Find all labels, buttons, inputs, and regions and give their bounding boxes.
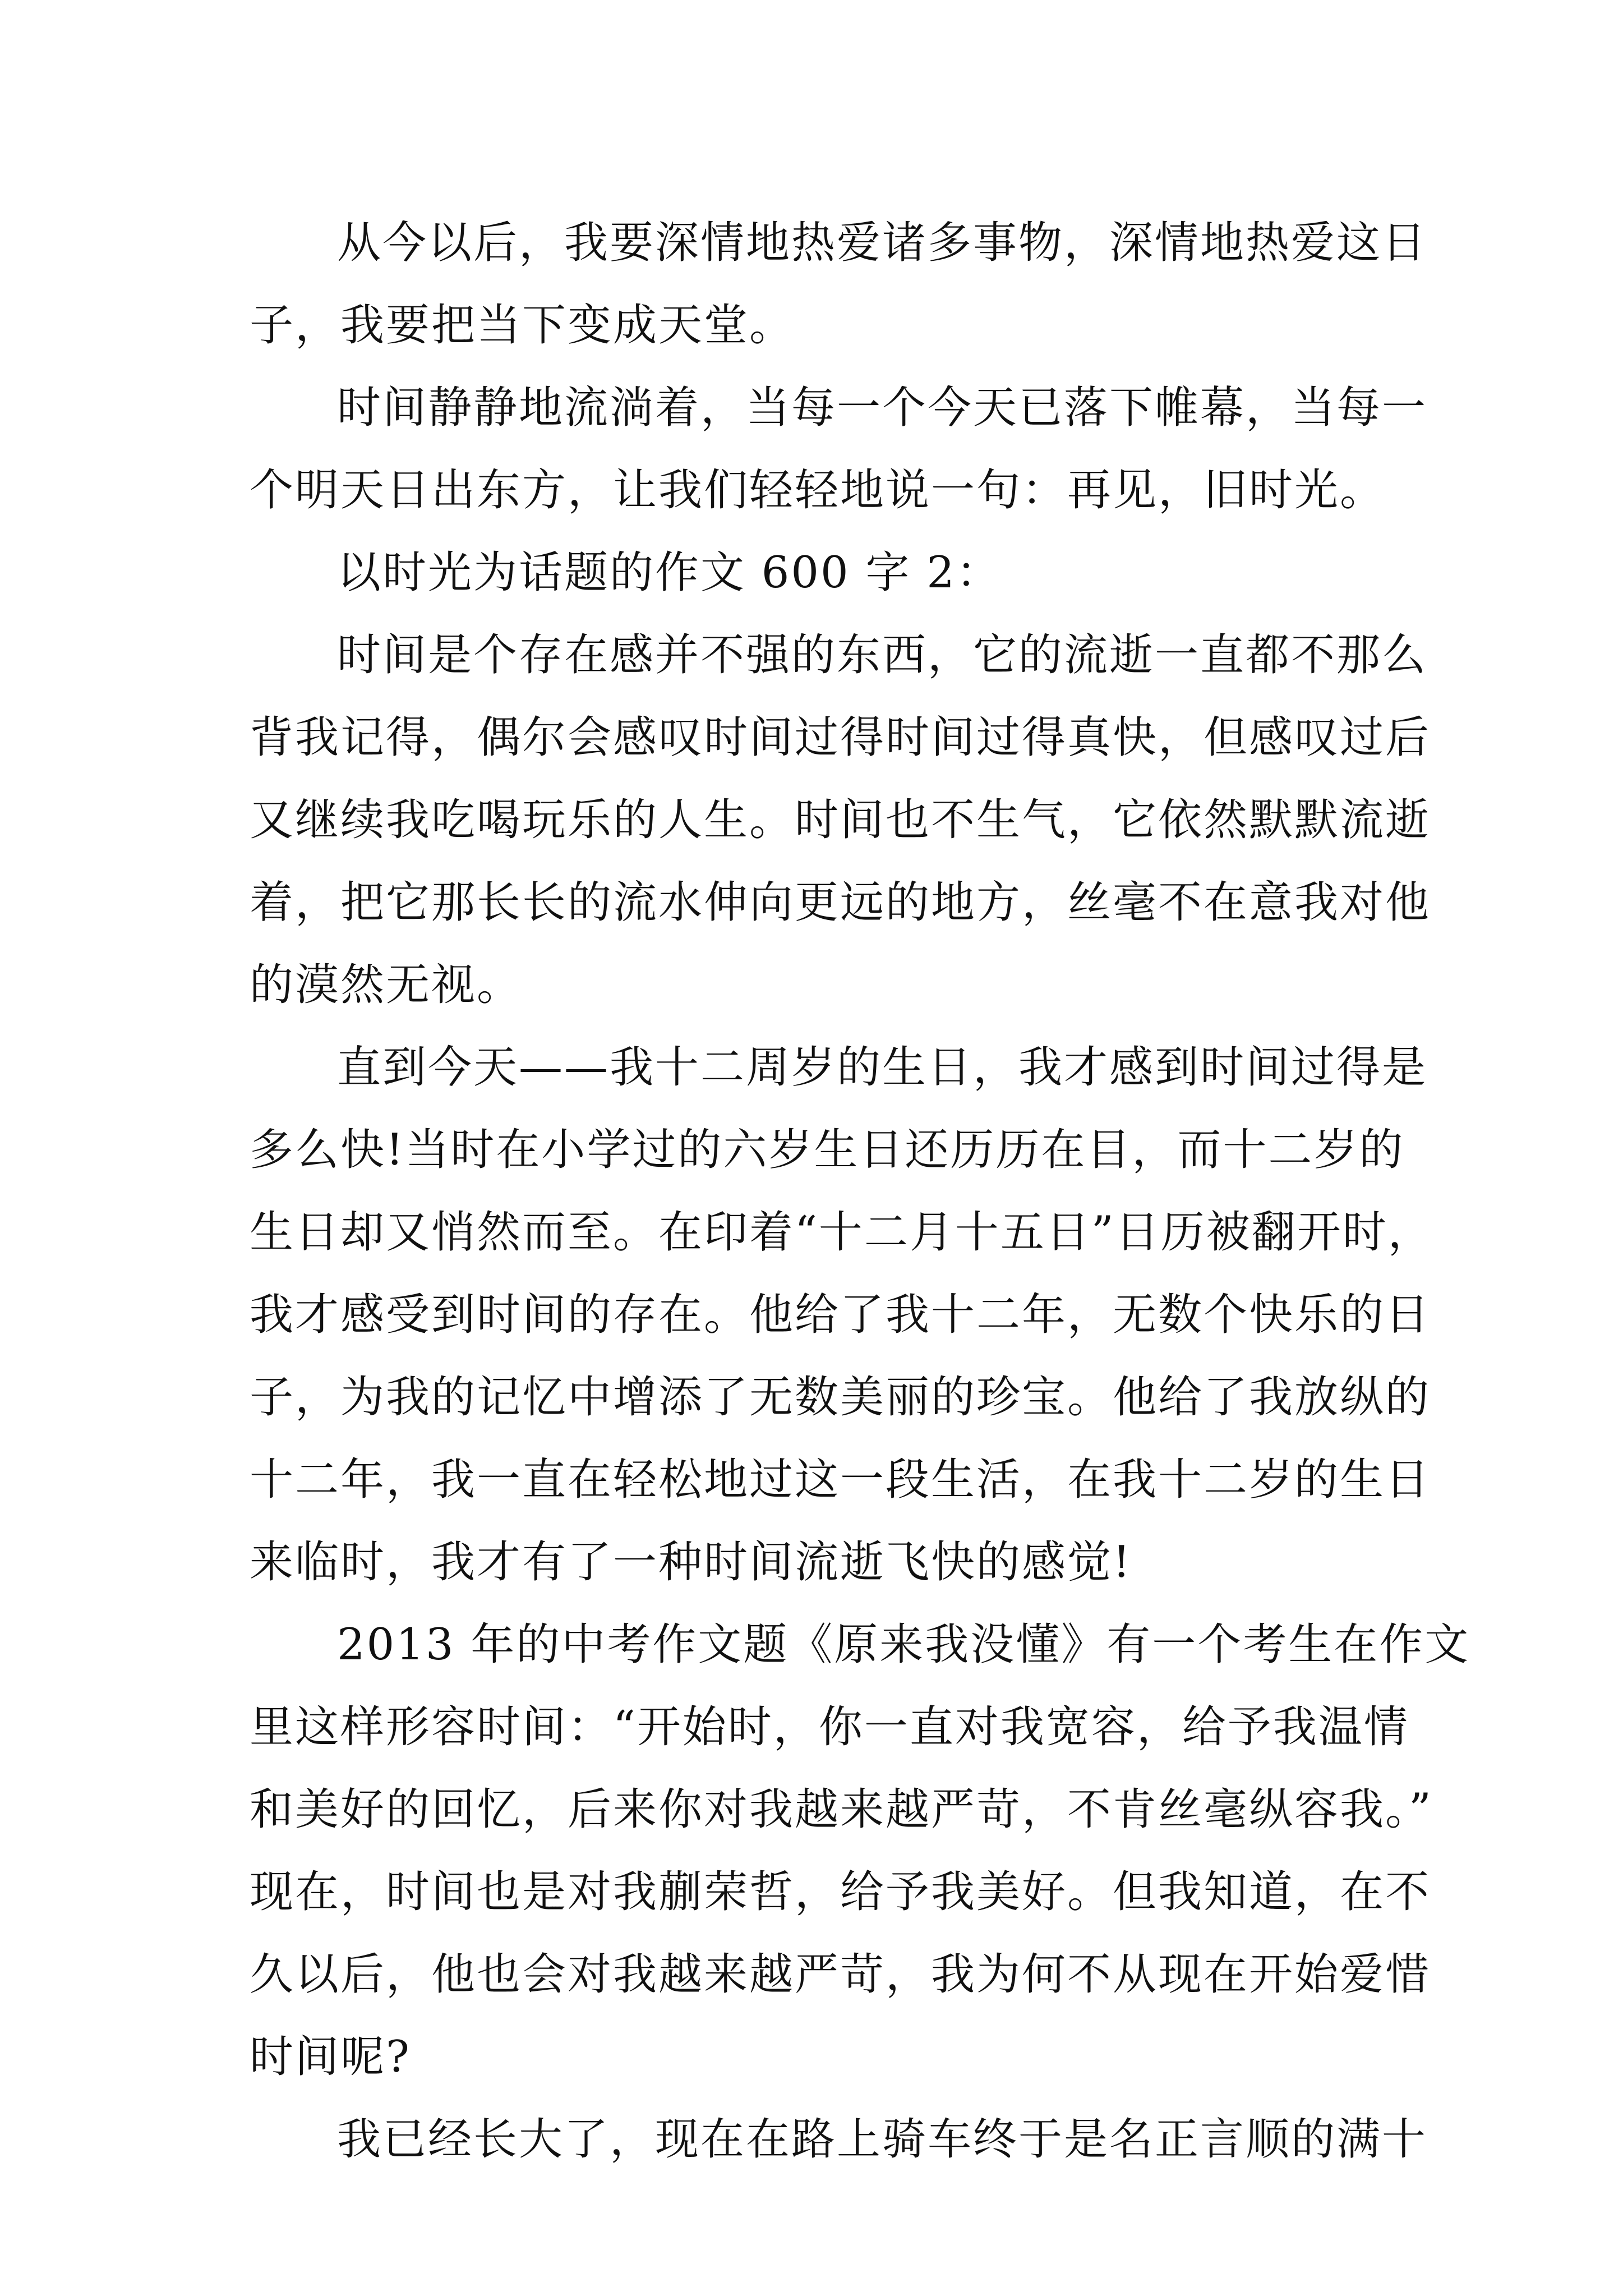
text-line: 久以后，他也会对我越来越严苛，我为何不从现在开始爱惜: [250, 1949, 1431, 2000]
text-line: 现在，时间也是对我蒯荣哲，给予我美好。但我知道，在不: [250, 1867, 1431, 1917]
paragraph: [250, 1027, 1433, 1604]
text-line: 多么快!当时在小学过的六岁生日还历历在目，而十二岁的: [250, 1125, 1405, 1175]
paragraph: [250, 1604, 1470, 2099]
text-line: 时间是个存在感并不强的东西，它的流逝一直都不那么: [337, 630, 1428, 680]
text-line: 直到今天——我十二周岁的生日，我才感到时间过得是: [337, 1042, 1428, 1093]
text-line: 又继续我吃喝玩乐的人生。时间也不生气，它依然默默流逝: [250, 795, 1431, 845]
text-line: 个明天日出东方，让我们轻轻地说一句：再见，旧时光。: [250, 465, 1386, 516]
text-line: 着，把它那长长的流水伸向更远的地方，丝毫不在意我对他: [250, 877, 1431, 928]
text-line: 我已经长大了，现在在路上骑车终于是名正言顺的满十: [337, 2114, 1428, 2165]
text-line: 从今以后，我要深情地热爱诸多事物，深情地热爱这日: [337, 218, 1428, 268]
text-line: 我才感受到时间的存在。他给了我十二年，无数个快乐的日: [250, 1290, 1431, 1340]
text-line: 和美好的回忆，后来你对我越来越严苛，不肯丝毫纵容我。”: [250, 1784, 1433, 1835]
text-line: 2013 年的中考作文题《原来我没懂》有一个考生在作文: [337, 1619, 1470, 1670]
text-line: 子，为我的记忆中增添了无数美丽的珍宝。他给了我放纵的: [250, 1372, 1431, 1423]
document-body: [250, 202, 1470, 2181]
paragraph: [250, 2099, 1428, 2181]
text-line: 背我记得，偶尔会感叹时间过得时间过得真快，但感叹过后: [250, 712, 1431, 763]
text-line: 十二年，我一直在轻松地过这一段生活，在我十二岁的生日: [250, 1455, 1431, 1505]
text-line: 的漠然无视。: [250, 960, 523, 1010]
text-line: 生日却又悄然而至。在印着“十二月十五日”日历被翻开时，: [250, 1207, 1433, 1258]
paragraph: [250, 367, 1428, 532]
paragraph-heading: [250, 532, 1394, 614]
paragraph: [250, 202, 1428, 367]
text-line: 时间呢?: [250, 2032, 411, 2082]
text-line: 以时光为话题的作文 600 字 2：: [337, 547, 1002, 598]
text-line: 子，我要把当下变成天堂。: [250, 300, 795, 351]
text-line: 里这样形容时间：“开始时，你一直对我宽容，给予我温情: [250, 1702, 1409, 1752]
text-line: 时间静静地流淌着，当每一个今天已落下帷幕，当每一: [337, 383, 1428, 433]
text-line: 来临时，我才有了一种时间流逝飞快的感觉!: [250, 1537, 1132, 1588]
paragraph: [250, 614, 1431, 1027]
